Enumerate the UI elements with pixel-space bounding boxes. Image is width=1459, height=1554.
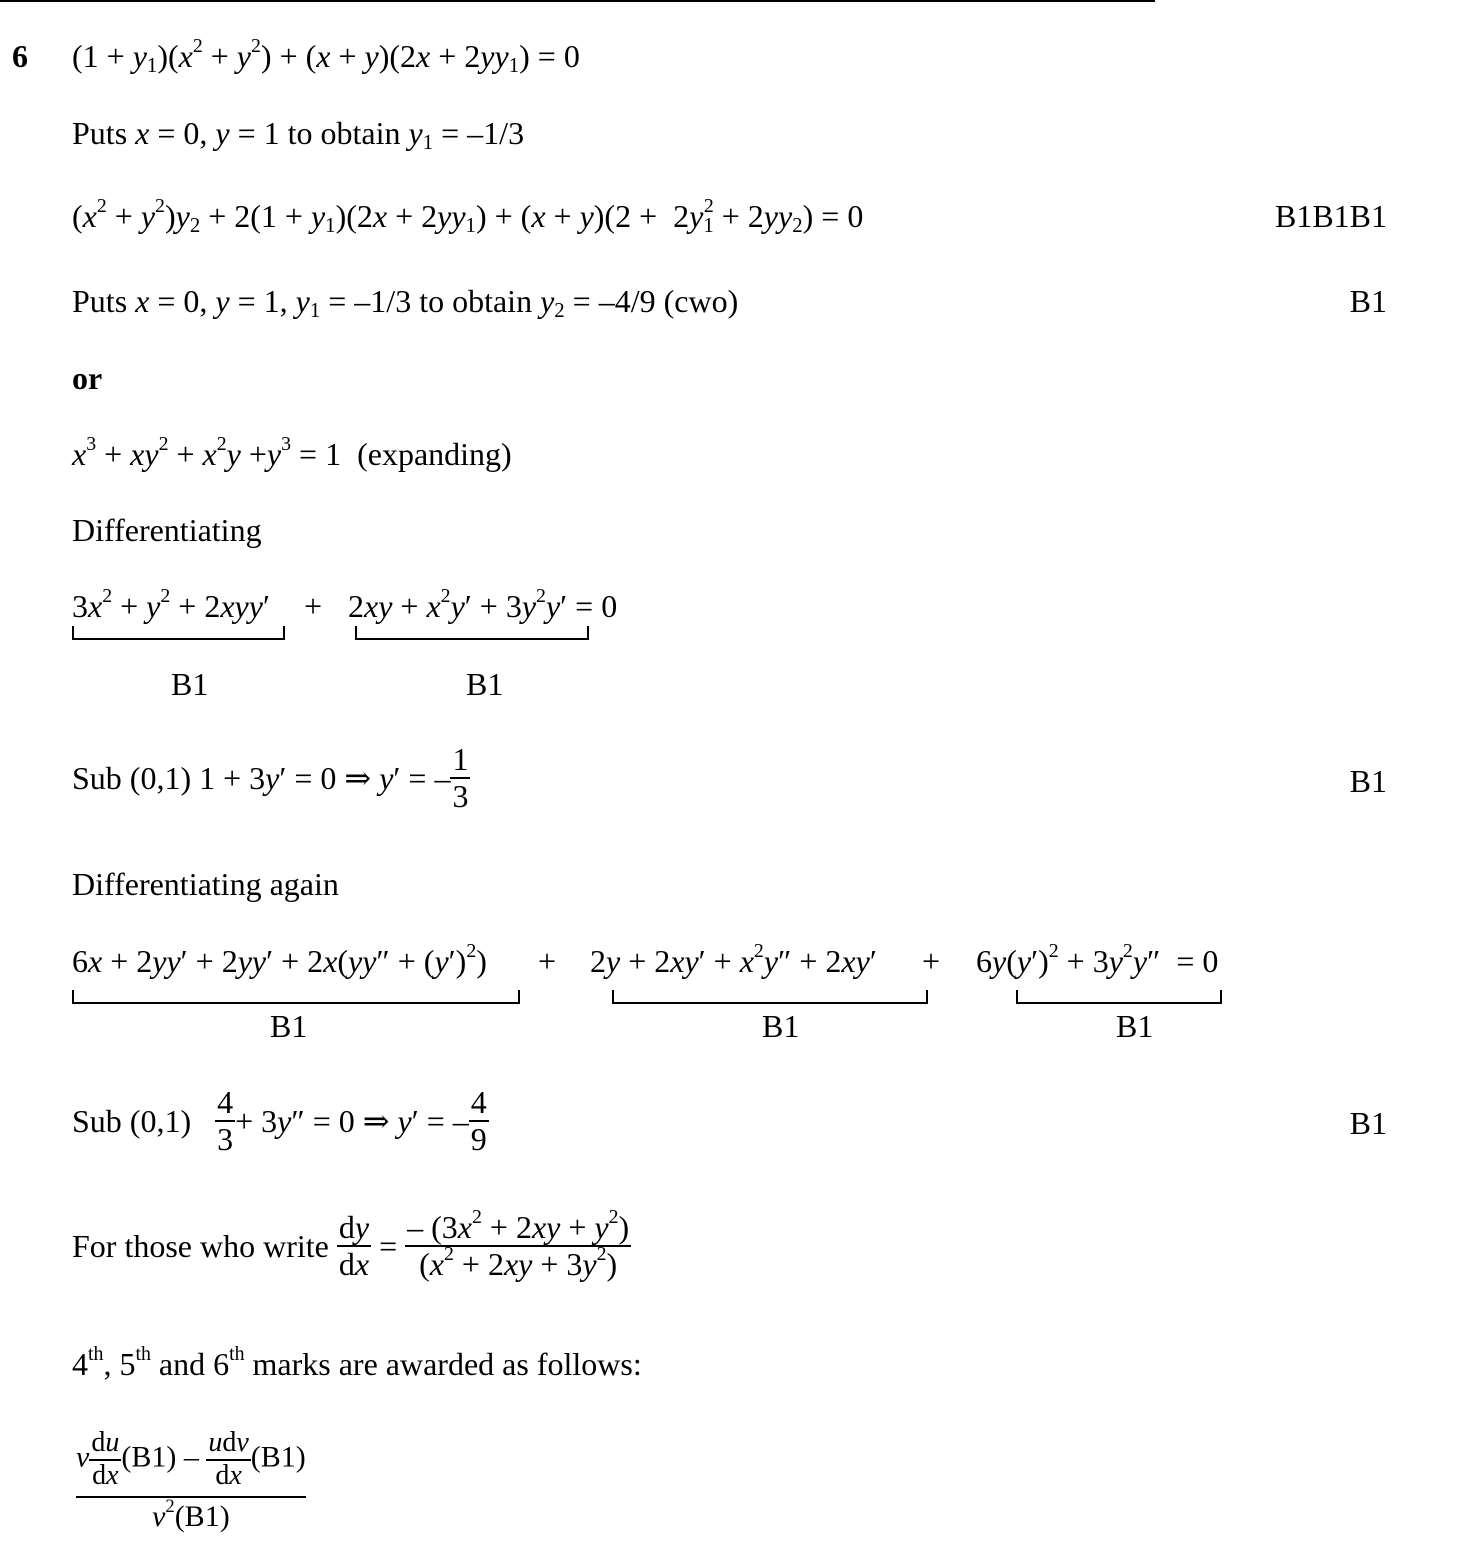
mark-label-7b: B1 (466, 666, 504, 702)
equation-line-2: Puts x = 0, y = 1 to obtain $y_1 = -1/3$ (72, 115, 525, 155)
plus-sign: + (922, 943, 941, 979)
fraction-denominator: 3 (217, 1121, 234, 1158)
mark-label-10c: B1 (1116, 1008, 1154, 1044)
underbrace-10b (612, 990, 928, 1004)
equation-line-13: 4th, 5th and 6th marks are awarded as follows: (72, 1343, 642, 1382)
fraction-numerator: 4 (470, 1084, 487, 1120)
equation-line-10a: $6x + 2yy' + 2yy' + 2x(yy'' + (y')^2)$ (72, 940, 487, 979)
top-rule (0, 0, 1155, 2)
equation-line-12: For those who write $\frac{dy}{dx}$ = $\frac{- (3x^2 + 2xy + y^2)}{(x^2 + 2xy + 3y^2)}$ (72, 1206, 630, 1283)
mark-line-8: B1 (1349, 763, 1387, 799)
equation-line-11: Sub (0,1) $\frac{4}{3}$ + 3y″ = 0 ⇒ y′ = – $\frac{4}{9}$ (72, 1084, 487, 1158)
mark-line-3: B1B1B1 (1274, 198, 1387, 234)
mark-line-11: B1 (1349, 1105, 1387, 1141)
differentiating-again-label: Differentiating again (72, 866, 339, 902)
equation-line-7a: $3x^2 + y^2 + 2xyy'$ (72, 585, 270, 624)
equation-line-8: Sub (0,1) 1 + 3y′ = 0 ⇒ y′ = – $\frac{1}{3}$ (72, 741, 469, 815)
underbrace-7b (355, 626, 589, 640)
differentiating-label: Differentiating (72, 512, 262, 548)
equation-line-1: $(1 + y_1)(x^2 + y^2) + (x + y)(2x + 2yy_1) = 0$ (72, 35, 580, 78)
mark-label-10a: B1 (270, 1008, 308, 1044)
question-number: 6 (12, 38, 28, 74)
fraction-denominator: 9 (470, 1121, 487, 1158)
equation-line-4: Puts x = 0, y = 1, $y_1 = -1/3$ to obtain $y_2 = -4/9$ (cwo) (72, 283, 739, 323)
mark-label-10b: B1 (762, 1008, 800, 1044)
fraction-denominator: 3 (452, 778, 469, 815)
underbrace-7a (72, 626, 285, 640)
equation-line-7b: $2xy + x^2y' + 3y^2y' = 0$ (348, 585, 618, 624)
fraction-numerator: 1 (452, 741, 469, 777)
fraction-numerator: 4 (217, 1084, 234, 1120)
mark-label-7a: B1 (171, 666, 209, 702)
underbrace-10c (1016, 990, 1222, 1004)
equation-line-10c: $6y(y')^2 + 3y^2y'' = 0$ (976, 940, 1219, 979)
plus-sign: + (304, 588, 323, 624)
plus-sign: + (538, 943, 557, 979)
equation-line-5: $x^3 + xy^2 + x^2y +y^3 = 1$ (expanding) (72, 433, 512, 472)
or-label: or (72, 360, 103, 396)
equation-line-10b: $2y + 2xy' + x^2y'' + 2xy'$ (590, 940, 877, 979)
equation-line-3: $(x^2 + y^2)y_2 + 2(1 + y_1)(2x + 2yy_1) + (x + y)(2 + 2y_1^2 + 2yy_2) = 0$ (72, 195, 864, 238)
underbrace-10a (72, 990, 520, 1004)
mark-line-4: B1 (1349, 283, 1387, 319)
quotient-rule-expression: v $\frac{du}{dx}$ (B1) – $\frac{\text{udv}}{dx}$ (B1) $v^2(B1)$ (76, 1427, 306, 1533)
